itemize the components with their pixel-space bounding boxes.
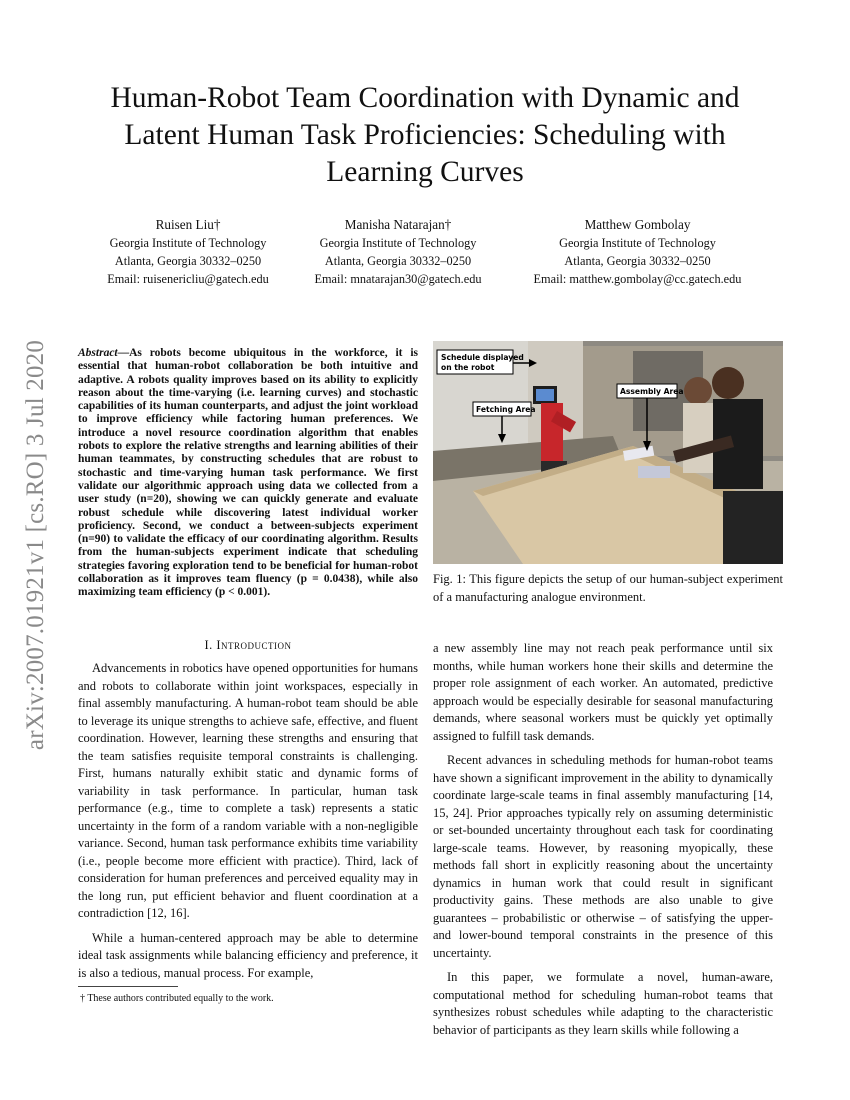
- footnote-rule: [78, 986, 178, 987]
- author-email: Email: ruisenericliu@gatech.edu: [107, 272, 269, 286]
- paper-title: Human-Robot Team Coordination with Dynamic and Latent Human Task Proficiencies: Scheduling with Learning Curves: [110, 82, 740, 188]
- section-heading: [78, 638, 418, 653]
- section-number: I.: [204, 638, 213, 652]
- author-address: Atlanta, Georgia 30332–0250: [114, 254, 262, 268]
- abstract: [78, 347, 418, 600]
- author-block: [88, 216, 288, 288]
- author-address: Atlanta, Georgia 30332–0250: [564, 254, 711, 268]
- author-address: Atlanta, Georgia 30332–0250: [324, 254, 472, 268]
- paragraph: Advancements in robotics have opened opportunities for humans and robots to collaborate within joint workspaces, especially in final assembly manufacturing. A human-robot team should be able to leverage its unique strengths to achieve safe, effective, and fluent coordination. However, learning these strengths and ensuring that the team satisfies requisite temporal constraints is challenging. First, humans naturally exhibit static and dynamic forms of variability in task performance. In particular, human task performance (e.g., time to complete a task) represents a static uncertainty in the form of a random variable with a non-negligible variance. Second, human task performance exhibits time variability (i.e., people become more efficient with practice). Third, lack of consideration for human preferences and perceived equality may in the long run, put efficient behavior and fluent coordination at a contradiction [12, 16].: [78, 661, 418, 920]
- section-title: Introduction: [216, 638, 292, 652]
- paragraph: Recent advances in scheduling methods for human-robot teams have shown a significant improvement in the ability to dynamically coordinate large-scale teams in final assembly manufacturing [14, 15, 24]. Prior approaches typically rely on assuming deterministic or set-bounded uncertainty throughout each task for coordinating large-scale teams. However, by reasoning myopically, these methods fall short in explicitly reasoning about the uncertainty dynamics in human work that could result in significant productivity gains. These methods are also unable to give guarantees – probabilistic or otherwise – of satisfying the upper- and lower-bound temporal constraints in the presence of this uncertainty.: [433, 753, 773, 960]
- paragraph: While a human-centered approach may be able to determine ideal task assignments while balancing efficiency and preference, it is also a tedious, manual process. For example,: [78, 930, 418, 980]
- footnote: † These authors contributed equally to the work.: [80, 993, 274, 1004]
- abstract-lead: Abstract: [78, 347, 118, 359]
- figure-photo: [433, 341, 783, 564]
- author-affiliation: Georgia Institute of Technology: [559, 236, 716, 250]
- author-name: Manisha Natarajan†: [344, 217, 452, 232]
- arxiv-stamp: [16, 310, 56, 780]
- author-block: [515, 216, 760, 288]
- right-column-text: [433, 640, 773, 1046]
- fetching-area-label: Fetching Area: [476, 405, 536, 414]
- paragraph: a new assembly line may not reach peak performance until six months, while human workers hone their skills and determine the proper role assignment of each worker. An automated, predictive approach would be especially desirable for seasonal manufacturing demands, where seasonal workers must be quickly yet optimally assigned to fulfill task demands.: [433, 641, 773, 743]
- author-email: Email: mnatarajan30@gatech.edu: [314, 272, 482, 286]
- lab-setup-illustration: [433, 341, 783, 564]
- paragraph: In this paper, we formulate a novel, human-aware, computational method for scheduling human-robot teams that synthesizes robust schedules while adapting to the characteristic behavior of participants as they learn skills while following a: [433, 970, 773, 1037]
- author-affiliation: Georgia Institute of Technology: [109, 236, 267, 250]
- author-block: [298, 216, 498, 288]
- assembly-area-label: Assembly Area: [620, 387, 684, 396]
- author-name: Matthew Gombolay: [584, 217, 691, 232]
- author-email: Email: matthew.gombolay@cc.gatech.edu: [533, 272, 742, 286]
- arxiv-id: arXiv:2007.01921v1 [cs.RO] 3 Jul 2020: [22, 339, 49, 751]
- author-name: Ruisen Liu†: [155, 217, 221, 232]
- abstract-text: —As robots become ubiquitous in the workforce, it is essential that human-robot collaboration be both intuitive and adaptive. A robots quality improves based on its ability to explicitly reason about the time-varying (i.e. learning curves) and stochastic capabilities of its human counterparts, and adjust the joint workload to improve efficiency while factoring human preferences. We introduce a novel resource coordination algorithm that enables robots to explore the relative strengths and learning abilities of their human teammates, by constructing schedules that are robust to stochastic and time-varying human task performance. We first validate our algorithmic approach using data we collected from a user study (n=20), showing we can quickly generate and evaluate robust schedule while discovering latest individual worker proficiency. Second, we conduct a between-subjects experiment (n=90) to validate the efficacy of our coordinating algorithm. Results from the human-subjects experiment indicate that scheduling strategies favoring exploration tend to be beneficial for human-robot collaboration as it improves team fluency (p = 0.0438), while also maximizing team efficiency (p < 0.001).: [78, 347, 418, 599]
- introduction-text: [78, 660, 418, 989]
- schedule-label-line1: Schedule displayed: [441, 353, 524, 362]
- schedule-label-line2: on the robot: [441, 363, 495, 372]
- author-affiliation: Georgia Institute of Technology: [319, 236, 477, 250]
- figure-caption: Fig. 1: This figure depicts the setup of our human-subject experiment of a manufacturing analogue environment.: [433, 572, 783, 604]
